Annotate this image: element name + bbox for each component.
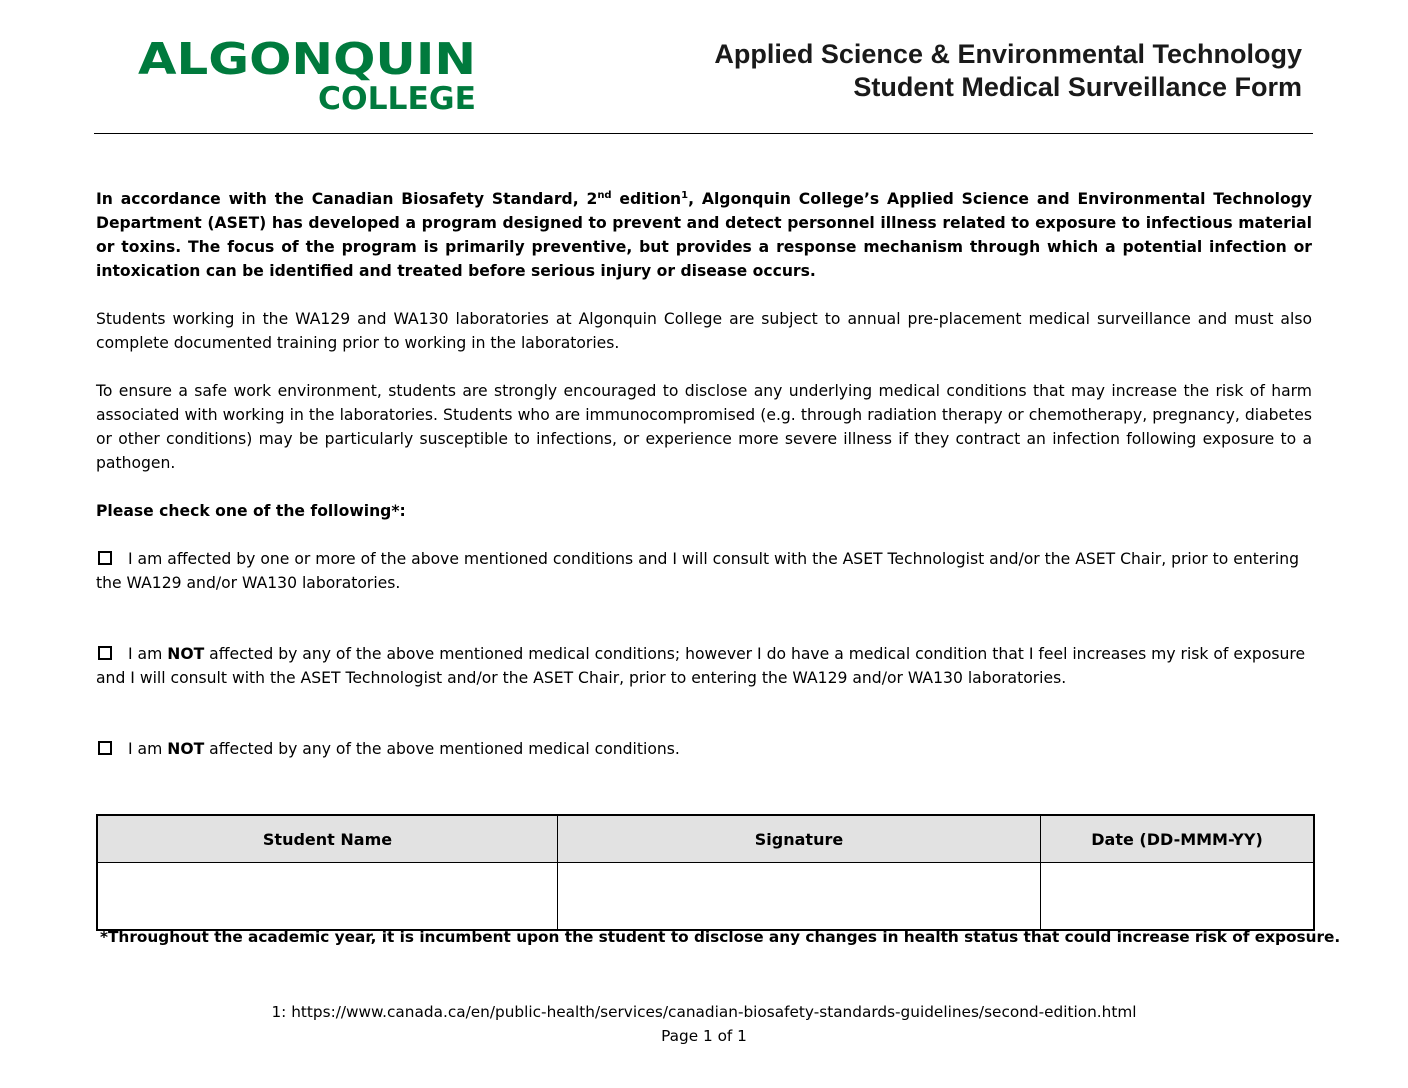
header-divider — [94, 133, 1313, 134]
signature-header: Signature — [558, 815, 1041, 863]
safety-paragraph: To ensure a safe work environment, students are strongly encouraged to disclose any underlying medical conditions that may increase the risk of harm associated with working in the laboratories. Students who are immunocompromised (e.g. through radiation therapy or chemotherapy, pregnancy, diabetes or other conditions) may be particularly susceptible to infections, or experience more severe illness if they contract an infection following exposure to a pathogen. — [96, 382, 1312, 473]
student-name-field[interactable] — [97, 863, 558, 931]
footnote: *Throughout the academic year, it is incumbent upon the student to disclose any changes in health status that could increase risk of exposure. — [100, 928, 1341, 946]
form-title: Student Medical Surveillance Form — [853, 72, 1302, 102]
lab-paragraph: Students working in the WA129 and WA130 laboratories at Algonquin College are subject to annual pre-placement medical surveillance and must also complete documented training prior to working in the laboratories. — [96, 310, 1312, 353]
date-header: Date (DD-MMM-YY) — [1041, 815, 1315, 863]
form-body — [96, 184, 1312, 761]
department-title: Applied Science & Environmental Technology — [714, 39, 1302, 69]
student-name-header: Student Name — [97, 815, 558, 863]
option-not-affected: I am NOT affected by any of the above mentioned medical conditions. — [96, 737, 1312, 761]
page-title — [714, 38, 1302, 104]
intro-paragraph: In accordance with the Canadian Biosafety Standard, 2nd edition$^1$, Algonquin College’s Applied Science and Environmental Technology Department (ASET) has developed a program designed to prevent and detect personnel illness related to exposure to infectious material or toxins. The focus of the program is primarily preventive, but provides a response mechanism through which a potential infection or intoxication can be identified and treated before serious injury or disease occurs. — [96, 190, 1312, 281]
reference-link[interactable]: 1: https://www.canada.ca/en/public-health/services/canadian-biosafety-standards-guidelines/second-edition.html — [271, 1003, 1137, 1021]
option-affected — [96, 547, 1312, 595]
option-not-affected-other-checkbox[interactable] — [98, 646, 112, 660]
checklist-prompt: Please check one of the following*: — [96, 502, 406, 521]
option-not-affected-other: I am NOT affected by any of the above mentioned medical conditions; however I do have a medical condition that I feel increases my risk of exposure and I will consult with the ASET Technologist and/or the ASET Chair, prior to entering the WA129 and/or WA130 laboratories. — [96, 645, 1306, 688]
date-field[interactable] — [1041, 863, 1315, 931]
option-affected-checkbox[interactable] — [98, 551, 112, 565]
logo-text-primary: ALGONQUIN — [138, 36, 476, 85]
option-affected-label: I am affected by one or more of the above mentioned conditions and I will consult with the ASET Technologist and/or the ASET Chair, prior to entering the WA129 and/or WA130 laboratories. — [96, 550, 1299, 593]
page-number: Page 1 of 1 — [661, 1027, 747, 1045]
signature-field[interactable] — [558, 863, 1041, 931]
logo-text-secondary: COLLEGE — [318, 81, 476, 112]
signature-table — [96, 814, 1315, 931]
option-not-affected-checkbox[interactable] — [98, 741, 112, 755]
college-logo — [138, 36, 478, 112]
